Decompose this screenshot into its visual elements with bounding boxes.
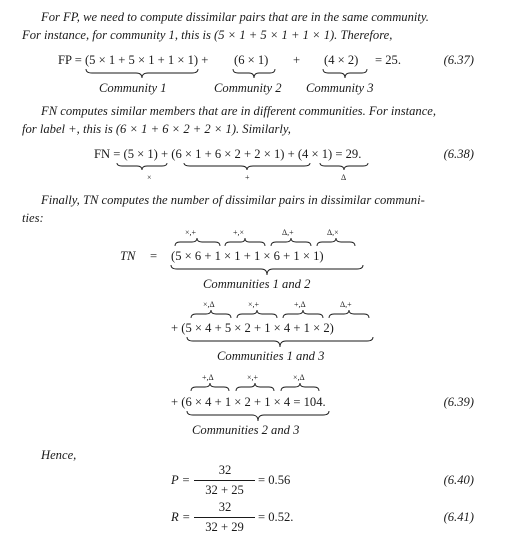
underbrace-row3 [187, 411, 329, 422]
label-times: × [147, 173, 152, 182]
label-row3-c: ×,Δ [293, 373, 305, 382]
eq-640-rhs: = 0.56 [258, 473, 291, 487]
label-row2-a: ×,Δ [203, 300, 215, 309]
hence-text: Hence, [41, 448, 77, 462]
caption-community3: Community 3 [306, 81, 374, 95]
caption-community1: Community 1 [99, 81, 167, 95]
caption-communities-1-2: Communities 1 and 2 [203, 277, 311, 291]
label-plus: + [245, 173, 250, 182]
eq-641-number: (6.41) [443, 510, 474, 524]
tn-symbol: TN [120, 249, 136, 263]
eq-641-fraction-bar [194, 517, 255, 518]
eq-638-number: (6.38) [443, 147, 474, 161]
paragraph-fp-line1: For FP, we need to compute dissimilar pairs that are in the same community. [41, 10, 429, 24]
overbrace-row1 [175, 238, 355, 247]
label-row1-a: ×,+ [185, 228, 197, 237]
underbrace-fn-term2 [184, 163, 310, 172]
eq-637-number: (6.37) [443, 53, 474, 67]
label-row1-b: +,× [233, 228, 245, 237]
paragraph-fn-line1: FN computes similar members that are in different communities. For instance, [41, 104, 437, 118]
underbrace-row1 [171, 265, 363, 276]
overbrace-row3 [191, 383, 325, 392]
underbrace-row2 [187, 337, 373, 348]
underbrace-fn-term1 [117, 163, 167, 172]
eq-638-body: FN = (5 × 1) + (6 × 1 + 6 × 2 + 2 × 1) + (4 × 1) = 29. [94, 147, 362, 161]
underbrace-community3 [323, 69, 367, 79]
caption-communities-1-3: Communities 1 and 3 [217, 349, 325, 363]
eq-641-denominator: 32 + 29 [205, 520, 244, 534]
label-row2-c: +,Δ [294, 300, 306, 309]
caption-community2: Community 2 [214, 81, 282, 95]
eq-641-lhs: R = [171, 510, 191, 524]
eq-637-lhs: FP = (5 × 1 + 5 × 1 + 1 × 1) + [58, 53, 209, 67]
label-delta: Δ [341, 173, 347, 182]
eq-641-rhs: = 0.52. [258, 510, 294, 524]
eq-637-term3: (4 × 2) [324, 53, 359, 67]
underbrace-community2 [233, 69, 275, 79]
label-row2-d: Δ,+ [340, 300, 352, 309]
paragraph-tn-line2: ties: [22, 211, 44, 225]
label-row1-d: Δ,× [327, 228, 339, 237]
eq-639-row1: (5 × 6 + 1 × 1 + 1 × 6 + 1 × 1) [171, 249, 324, 263]
label-row1-c: Δ,+ [282, 228, 294, 237]
label-row3-b: ×,+ [247, 373, 259, 382]
eq-640-number: (6.40) [443, 473, 474, 487]
eq-639-row3: + (6 × 4 + 1 × 2 + 1 × 4 = 104. [171, 395, 326, 409]
eq-639-row2: + (5 × 4 + 5 × 2 + 1 × 4 + 1 × 2) [171, 321, 334, 335]
eq-637-rhs: = 25. [375, 53, 401, 67]
label-row2-b: ×,+ [248, 300, 260, 309]
paragraph-fn-line2: for label +, this is (6 × 1 + 6 × 2 + 2 × 1). Similarly, [22, 122, 291, 136]
eq-640-numerator: 32 [218, 463, 232, 477]
eq-640-fraction-bar [194, 480, 255, 481]
eq-641-numerator: 32 [218, 500, 232, 514]
eq-640-lhs: P = [171, 473, 191, 487]
underbrace-community1 [86, 69, 198, 79]
tn-equals: = [150, 249, 158, 263]
overbrace-row2 [191, 310, 371, 319]
paragraph-fp-line2: For instance, for community 1, this is (5 × 1 + 5 × 1 + 1 × 1). Therefore, [22, 28, 393, 42]
paragraph-tn-line1: Finally, TN computes the number of dissimilar pairs in dissimilar communi- [41, 193, 425, 207]
label-row3-a: +,Δ [202, 373, 214, 382]
caption-communities-2-3: Communities 2 and 3 [192, 423, 300, 437]
eq-640-denominator: 32 + 25 [205, 483, 244, 497]
underbrace-fn-term3 [320, 163, 368, 172]
eq-637-term2: (6 × 1) [234, 53, 269, 67]
eq-637-plus: + [293, 53, 301, 67]
eq-639-number: (6.39) [443, 395, 474, 409]
